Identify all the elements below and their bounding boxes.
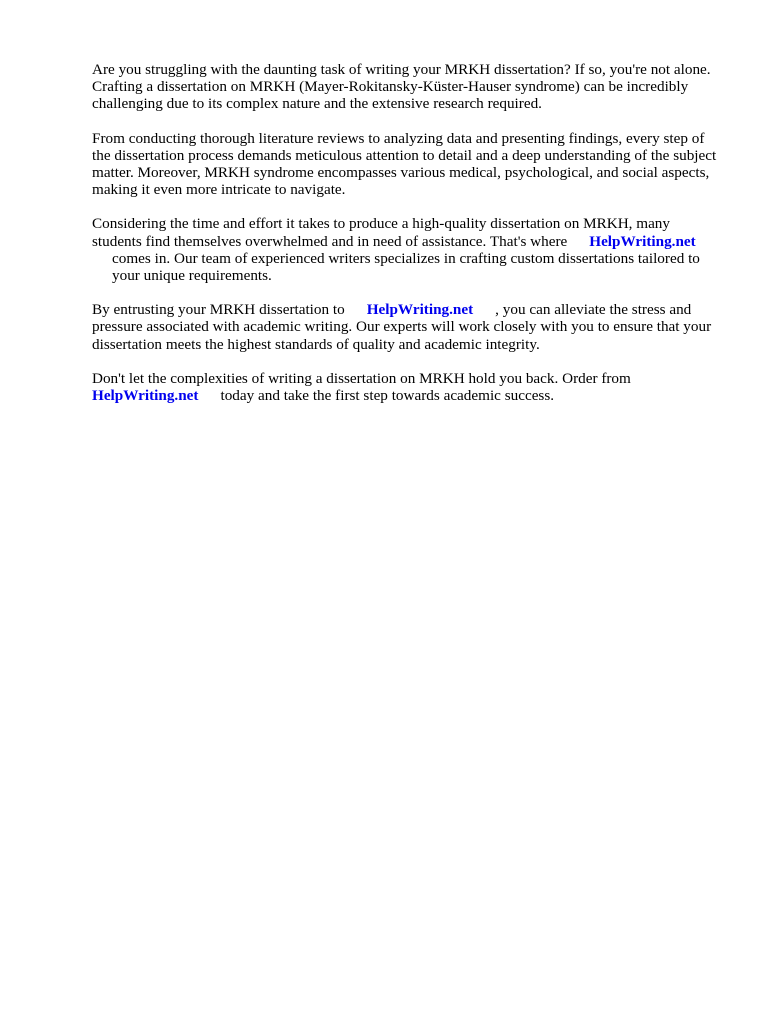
helpwriting-link-3[interactable]: HelpWriting.net [92,387,199,405]
paragraph-entrusting-text-before: By entrusting your MRKH dissertation to [92,301,345,319]
paragraph-assistance-text-after: comes in. Our team of experienced writers specializes in crafting custom dissertations tailored to your unique requirements. [112,249,700,285]
paragraph-entrusting [92,301,722,353]
paragraph-order-text-after: today and take the first step towards academic success. [220,387,555,405]
paragraph-order-text-before: Don't let the complexities of writing a dissertation on MRKH hold you back. Order from [92,369,631,387]
paragraph-assistance [92,215,722,284]
paragraph-intro: Are you struggling with the daunting task of writing your MRKH dissertation? If so, you're not alone. Crafting a dissertation on MRKH (Mayer-Rokitansky-Küster-Hauser syndrome) can be incredibly challenging due to its complex nature and the extensive research required. [92,61,711,113]
paragraph-assistance-text-before: Considering the time and effort it takes to produce a high-quality dissertation on MRKH, many students find themselves overwhelmed and in need of assistance. That's where [92,215,670,250]
paragraph-entrusting-text-after: , you can alleviate the stress and pressure associated with academic writing. Our experts will work closely with you to ensure that your dissertation meets the highest standards of quality and academic integrity. [92,301,712,353]
helpwriting-link-2[interactable]: HelpWriting.net [366,301,474,319]
paragraph-order [92,370,722,404]
helpwriting-link-1[interactable]: HelpWriting.net [589,232,696,250]
document-body [92,61,722,421]
paragraph-process: From conducting thorough literature reviews to analyzing data and presenting findings, every step of the dissertation process demands meticulous attention to detail and a deep understanding of the subject matter. Moreover, MRKH syndrome encompasses various medical, psychological, and social aspects, making it even more intricate to navigate. [92,129,717,199]
